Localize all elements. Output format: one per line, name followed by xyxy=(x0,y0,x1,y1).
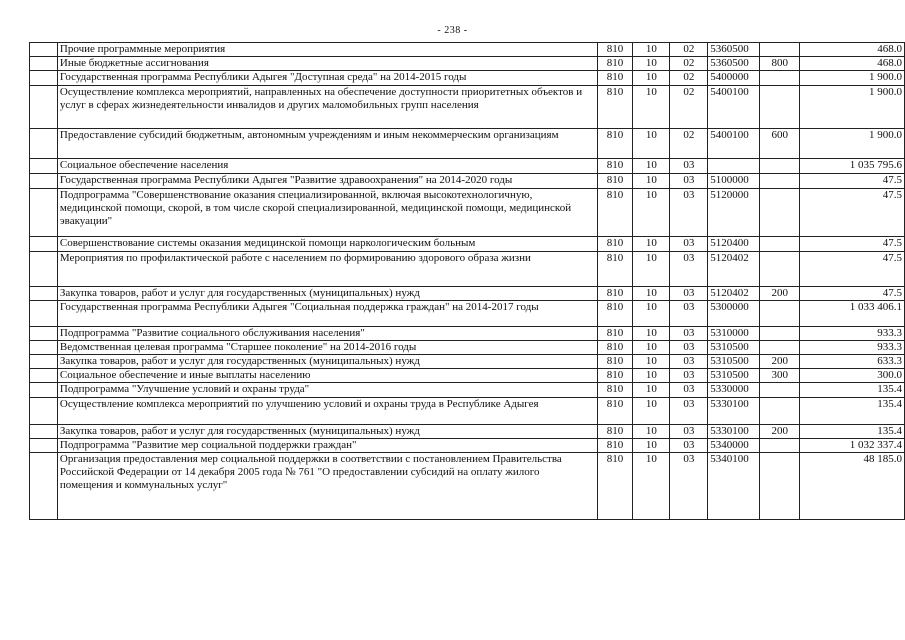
section-code: 10 xyxy=(633,57,670,71)
section-code: 10 xyxy=(633,252,670,287)
item-name: Социальное обеспечение населения xyxy=(57,159,597,174)
blank-cell xyxy=(30,159,58,174)
blank-cell xyxy=(30,327,58,341)
item-name: Совершенствование системы оказания медицинской помощи наркологическим больным xyxy=(57,237,597,252)
table-row xyxy=(30,57,905,71)
amount: 47.5 xyxy=(800,252,905,287)
amount: 468.0 xyxy=(800,57,905,71)
expense-type-code xyxy=(760,71,800,86)
blank-cell xyxy=(30,129,58,159)
section-code: 10 xyxy=(633,439,670,453)
item-name: Государственная программа Республики Адыгея "Развитие здравоохранения" на 2014-2020 годы xyxy=(57,174,597,189)
table-row xyxy=(30,129,905,159)
blank-cell xyxy=(30,341,58,355)
target-code xyxy=(708,159,760,174)
target-code: 5310500 xyxy=(708,355,760,369)
expense-type-code: 600 xyxy=(760,129,800,159)
target-code: 5330100 xyxy=(708,398,760,425)
target-code: 5330000 xyxy=(708,383,760,398)
blank-cell xyxy=(30,369,58,383)
table-row xyxy=(30,159,905,174)
section-code: 10 xyxy=(633,301,670,327)
table-row xyxy=(30,341,905,355)
target-code: 5340000 xyxy=(708,439,760,453)
subsection-code: 03 xyxy=(670,341,708,355)
amount: 933.3 xyxy=(800,341,905,355)
amount: 135.4 xyxy=(800,425,905,439)
subsection-code: 03 xyxy=(670,425,708,439)
expense-type-code xyxy=(760,341,800,355)
section-code: 10 xyxy=(633,369,670,383)
section-code: 10 xyxy=(633,71,670,86)
item-name: Закупка товаров, работ и услуг для государственных (муниципальных) нужд xyxy=(57,425,597,439)
item-name: Подпрограмма "Совершенствование оказания специализированной, включая высокотехнологичную, медицинской помощи, скорой, в том числе скорой специализированной, медицинской помощи, медицинской эвакуации" xyxy=(57,189,597,237)
amount: 1 033 406.1 xyxy=(800,301,905,327)
expense-type-code: 800 xyxy=(760,57,800,71)
section-code: 10 xyxy=(633,327,670,341)
expense-type-code xyxy=(760,398,800,425)
blank-cell xyxy=(30,355,58,369)
item-name: Мероприятия по профилактической работе с населением по формированию здорового образа жизни xyxy=(57,252,597,287)
subsection-code: 02 xyxy=(670,86,708,129)
blank-cell xyxy=(30,174,58,189)
amount: 933.3 xyxy=(800,327,905,341)
ministry-code: 810 xyxy=(597,174,633,189)
section-code: 10 xyxy=(633,425,670,439)
subsection-code: 03 xyxy=(670,174,708,189)
blank-cell xyxy=(30,57,58,71)
amount: 1 900.0 xyxy=(800,86,905,129)
table-row xyxy=(30,174,905,189)
section-code: 10 xyxy=(633,398,670,425)
expense-type-code xyxy=(760,301,800,327)
section-code: 10 xyxy=(633,341,670,355)
blank-cell xyxy=(30,43,58,57)
section-code: 10 xyxy=(633,129,670,159)
target-code: 5300000 xyxy=(708,301,760,327)
item-name: Закупка товаров, работ и услуг для государственных (муниципальных) нужд xyxy=(57,355,597,369)
table-row xyxy=(30,425,905,439)
item-name: Подпрограмма "Развитие социального обслуживания населения" xyxy=(57,327,597,341)
target-code: 5120000 xyxy=(708,189,760,237)
ministry-code: 810 xyxy=(597,57,633,71)
table-row xyxy=(30,86,905,129)
ministry-code: 810 xyxy=(597,301,633,327)
blank-cell xyxy=(30,71,58,86)
ministry-code: 810 xyxy=(597,327,633,341)
target-code: 5120400 xyxy=(708,237,760,252)
expense-type-code xyxy=(760,43,800,57)
blank-cell xyxy=(30,237,58,252)
table-row xyxy=(30,189,905,237)
ministry-code: 810 xyxy=(597,86,633,129)
target-code: 5400100 xyxy=(708,86,760,129)
target-code: 5100000 xyxy=(708,174,760,189)
target-code: 5400100 xyxy=(708,129,760,159)
section-code: 10 xyxy=(633,43,670,57)
section-code: 10 xyxy=(633,237,670,252)
subsection-code: 03 xyxy=(670,189,708,237)
ministry-code: 810 xyxy=(597,425,633,439)
amount: 135.4 xyxy=(800,398,905,425)
ministry-code: 810 xyxy=(597,252,633,287)
table-row xyxy=(30,287,905,301)
subsection-code: 03 xyxy=(670,287,708,301)
item-name: Иные бюджетные ассигнования xyxy=(57,57,597,71)
target-code: 5120402 xyxy=(708,287,760,301)
budget-table xyxy=(29,42,905,520)
amount: 1 900.0 xyxy=(800,71,905,86)
expense-type-code xyxy=(760,327,800,341)
table-row xyxy=(30,237,905,252)
expense-type-code xyxy=(760,383,800,398)
table-row xyxy=(30,398,905,425)
target-code: 5340100 xyxy=(708,453,760,520)
ministry-code: 810 xyxy=(597,159,633,174)
subsection-code: 03 xyxy=(670,252,708,287)
amount: 47.5 xyxy=(800,237,905,252)
blank-cell xyxy=(30,453,58,520)
amount: 48 185.0 xyxy=(800,453,905,520)
item-name: Закупка товаров, работ и услуг для государственных (муниципальных) нужд xyxy=(57,287,597,301)
subsection-code: 03 xyxy=(670,301,708,327)
section-code: 10 xyxy=(633,174,670,189)
section-code: 10 xyxy=(633,159,670,174)
table-row xyxy=(30,301,905,327)
expense-type-code xyxy=(760,174,800,189)
table-row xyxy=(30,252,905,287)
section-code: 10 xyxy=(633,287,670,301)
amount: 468.0 xyxy=(800,43,905,57)
subsection-code: 02 xyxy=(670,43,708,57)
item-name: Социальное обеспечение и иные выплаты населению xyxy=(57,369,597,383)
item-name: Организация предоставления мер социальной поддержки в соответствии с постановлением Правительства Российской Федерации от 14 декабря 2005 года № 761 "О предоставлении субсидий на оплату жилого помещения и коммунальных услуг" xyxy=(57,453,597,520)
section-code: 10 xyxy=(633,355,670,369)
item-name: Осуществление комплекса мероприятий по улучшению условий и охраны труда в Республике Адыгея xyxy=(57,398,597,425)
section-code: 10 xyxy=(633,383,670,398)
ministry-code: 810 xyxy=(597,355,633,369)
subsection-code: 02 xyxy=(670,57,708,71)
target-code: 5310500 xyxy=(708,341,760,355)
table-row xyxy=(30,327,905,341)
blank-cell xyxy=(30,398,58,425)
expense-type-code: 200 xyxy=(760,425,800,439)
item-name: Ведомственная целевая программа "Старшее поколение" на 2014-2016 годы xyxy=(57,341,597,355)
amount: 1 032 337.4 xyxy=(800,439,905,453)
subsection-code: 03 xyxy=(670,355,708,369)
amount: 1 900.0 xyxy=(800,129,905,159)
ministry-code: 810 xyxy=(597,287,633,301)
expense-type-code xyxy=(760,86,800,129)
expense-type-code: 200 xyxy=(760,287,800,301)
subsection-code: 03 xyxy=(670,453,708,520)
ministry-code: 810 xyxy=(597,398,633,425)
subsection-code: 03 xyxy=(670,398,708,425)
blank-cell xyxy=(30,252,58,287)
subsection-code: 03 xyxy=(670,383,708,398)
expense-type-code xyxy=(760,159,800,174)
page-number: - 238 - xyxy=(437,25,468,36)
target-code: 5360500 xyxy=(708,57,760,71)
item-name: Прочие программные мероприятия xyxy=(57,43,597,57)
subsection-code: 03 xyxy=(670,159,708,174)
amount: 135.4 xyxy=(800,383,905,398)
table-row xyxy=(30,43,905,57)
subsection-code: 02 xyxy=(670,71,708,86)
item-name: Государственная программа Республики Адыгея "Доступная среда" на 2014-2015 годы xyxy=(57,71,597,86)
expense-type-code: 200 xyxy=(760,355,800,369)
item-name: Предоставление субсидий бюджетным, автономным учреждениям и иным некоммерческим организациям xyxy=(57,129,597,159)
item-name: Осуществление комплекса мероприятий, направленных на обеспечение доступности приоритетных объектов и услуг в сферах жизнедеятельности инвалидов и других маломобильных групп населения xyxy=(57,86,597,129)
blank-cell xyxy=(30,287,58,301)
expense-type-code xyxy=(760,252,800,287)
section-code: 10 xyxy=(633,453,670,520)
amount: 47.5 xyxy=(800,189,905,237)
expense-type-code: 300 xyxy=(760,369,800,383)
table-row xyxy=(30,369,905,383)
target-code: 5330100 xyxy=(708,425,760,439)
target-code: 5400000 xyxy=(708,71,760,86)
table-row xyxy=(30,355,905,369)
item-name: Подпрограмма "Улучшение условий и охраны труда" xyxy=(57,383,597,398)
subsection-code: 02 xyxy=(670,129,708,159)
subsection-code: 03 xyxy=(670,327,708,341)
amount: 633.3 xyxy=(800,355,905,369)
blank-cell xyxy=(30,439,58,453)
blank-cell xyxy=(30,383,58,398)
amount: 300.0 xyxy=(800,369,905,383)
ministry-code: 810 xyxy=(597,129,633,159)
blank-cell xyxy=(30,301,58,327)
ministry-code: 810 xyxy=(597,43,633,57)
ministry-code: 810 xyxy=(597,237,633,252)
subsection-code: 03 xyxy=(670,439,708,453)
ministry-code: 810 xyxy=(597,453,633,520)
ministry-code: 810 xyxy=(597,341,633,355)
table-row xyxy=(30,439,905,453)
blank-cell xyxy=(30,425,58,439)
item-name: Государственная программа Республики Адыгея "Социальная поддержка граждан" на 2014-2017 годы xyxy=(57,301,597,327)
target-code: 5120402 xyxy=(708,252,760,287)
ministry-code: 810 xyxy=(597,439,633,453)
amount: 47.5 xyxy=(800,287,905,301)
ministry-code: 810 xyxy=(597,369,633,383)
budget-table-body xyxy=(30,43,905,520)
ministry-code: 810 xyxy=(597,189,633,237)
section-code: 10 xyxy=(633,86,670,129)
table-row xyxy=(30,383,905,398)
amount: 1 035 795.6 xyxy=(800,159,905,174)
amount: 47.5 xyxy=(800,174,905,189)
target-code: 5310500 xyxy=(708,369,760,383)
subsection-code: 03 xyxy=(670,369,708,383)
blank-cell xyxy=(30,189,58,237)
table-row xyxy=(30,453,905,520)
target-code: 5310000 xyxy=(708,327,760,341)
table-row xyxy=(30,71,905,86)
expense-type-code xyxy=(760,237,800,252)
blank-cell xyxy=(30,86,58,129)
item-name: Подпрограмма "Развитие мер социальной поддержки граждан" xyxy=(57,439,597,453)
ministry-code: 810 xyxy=(597,71,633,86)
expense-type-code xyxy=(760,189,800,237)
expense-type-code xyxy=(760,439,800,453)
target-code: 5360500 xyxy=(708,43,760,57)
expense-type-code xyxy=(760,453,800,520)
subsection-code: 03 xyxy=(670,237,708,252)
ministry-code: 810 xyxy=(597,383,633,398)
section-code: 10 xyxy=(633,189,670,237)
